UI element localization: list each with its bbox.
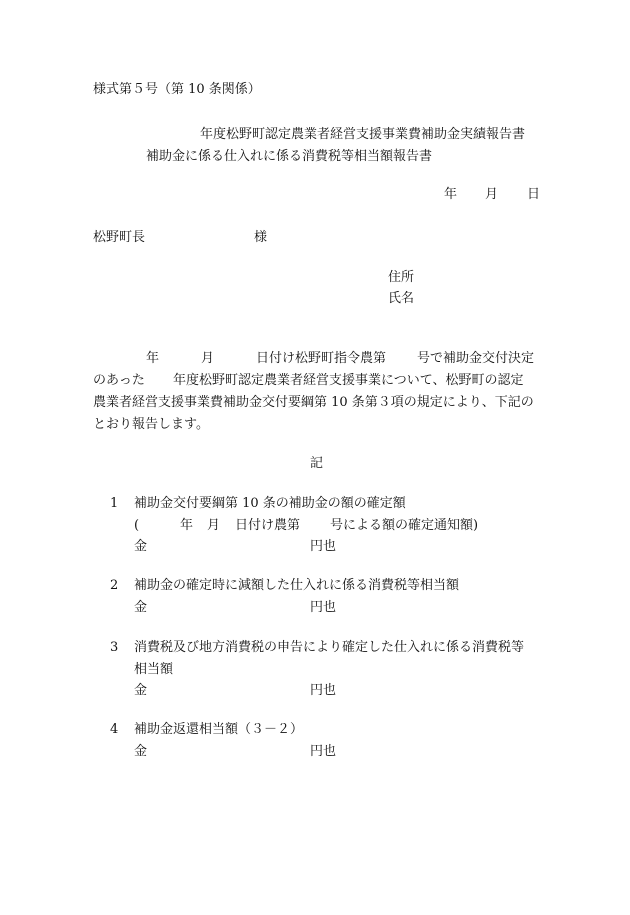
body-line-1-year: 年 xyxy=(146,351,160,366)
item-label-continuation: 相当額 xyxy=(134,662,174,677)
item-number: 1 xyxy=(110,496,119,511)
item-note-open: ( xyxy=(134,518,140,533)
item-currency: 金 xyxy=(134,539,148,554)
body-line-2-start: のあった xyxy=(93,373,145,388)
date-day-label: 日 xyxy=(527,187,541,202)
item-number: 4 xyxy=(110,722,119,737)
item-note-close: 号による額の確定通知額) xyxy=(330,518,479,533)
body-line-1-month: 月 xyxy=(201,351,215,366)
item-currency: 金 xyxy=(134,600,148,615)
title-line-2: 補助金に係る仕入れに係る消費税等相当額報告書 xyxy=(146,149,433,164)
title-line-1: 年度松野町認定農業者経営支援事業費補助金実績報告書 xyxy=(200,127,526,142)
item-unit: 円也 xyxy=(310,683,337,698)
item-note-year: 年 xyxy=(180,518,194,533)
item-label: 消費税及び地方消費税の申告により確定した仕入れに係る消費税等 xyxy=(134,640,525,655)
body-line-1-decision: 号で補助金交付決定 xyxy=(417,351,535,366)
ki-heading: 記 xyxy=(310,456,324,471)
addressee-name: 松野町長 xyxy=(93,230,146,245)
address-label: 住所 xyxy=(388,270,415,285)
body-line-2-rest: 年度松野町認定農業者経営支援事業について、松野町の認定 xyxy=(173,373,524,388)
item-note-month: 月 xyxy=(207,518,221,533)
addressee-honorific: 様 xyxy=(254,230,268,245)
item-currency: 金 xyxy=(134,683,148,698)
item-label: 補助金の確定時に減額した仕入れに係る消費税等相当額 xyxy=(134,578,460,593)
date-month-label: 月 xyxy=(485,187,499,202)
form-number: 様式第５号（第 10 条関係） xyxy=(93,82,261,97)
name-label: 氏名 xyxy=(388,291,415,306)
body-line-3: 農業者経営支援事業費補助金交付要綱第 10 条第３項の規定により、下記の xyxy=(93,395,534,410)
body-line-4: とおり報告します。 xyxy=(93,417,209,432)
body-line-1-directive: 日付け松野町指令農第 xyxy=(256,351,387,366)
date-year-label: 年 xyxy=(444,187,458,202)
item-currency: 金 xyxy=(134,744,148,759)
item-label: 補助金交付要綱第 10 条の補助金の額の確定額 xyxy=(134,496,406,511)
item-number: 3 xyxy=(110,640,119,655)
item-label: 補助金返還相当額（３－２） xyxy=(134,722,304,737)
item-unit: 円也 xyxy=(310,539,337,554)
item-note-date: 日付け農第 xyxy=(235,518,301,533)
item-unit: 円也 xyxy=(310,744,337,759)
item-unit: 円也 xyxy=(310,600,337,615)
item-number: 2 xyxy=(110,578,119,593)
